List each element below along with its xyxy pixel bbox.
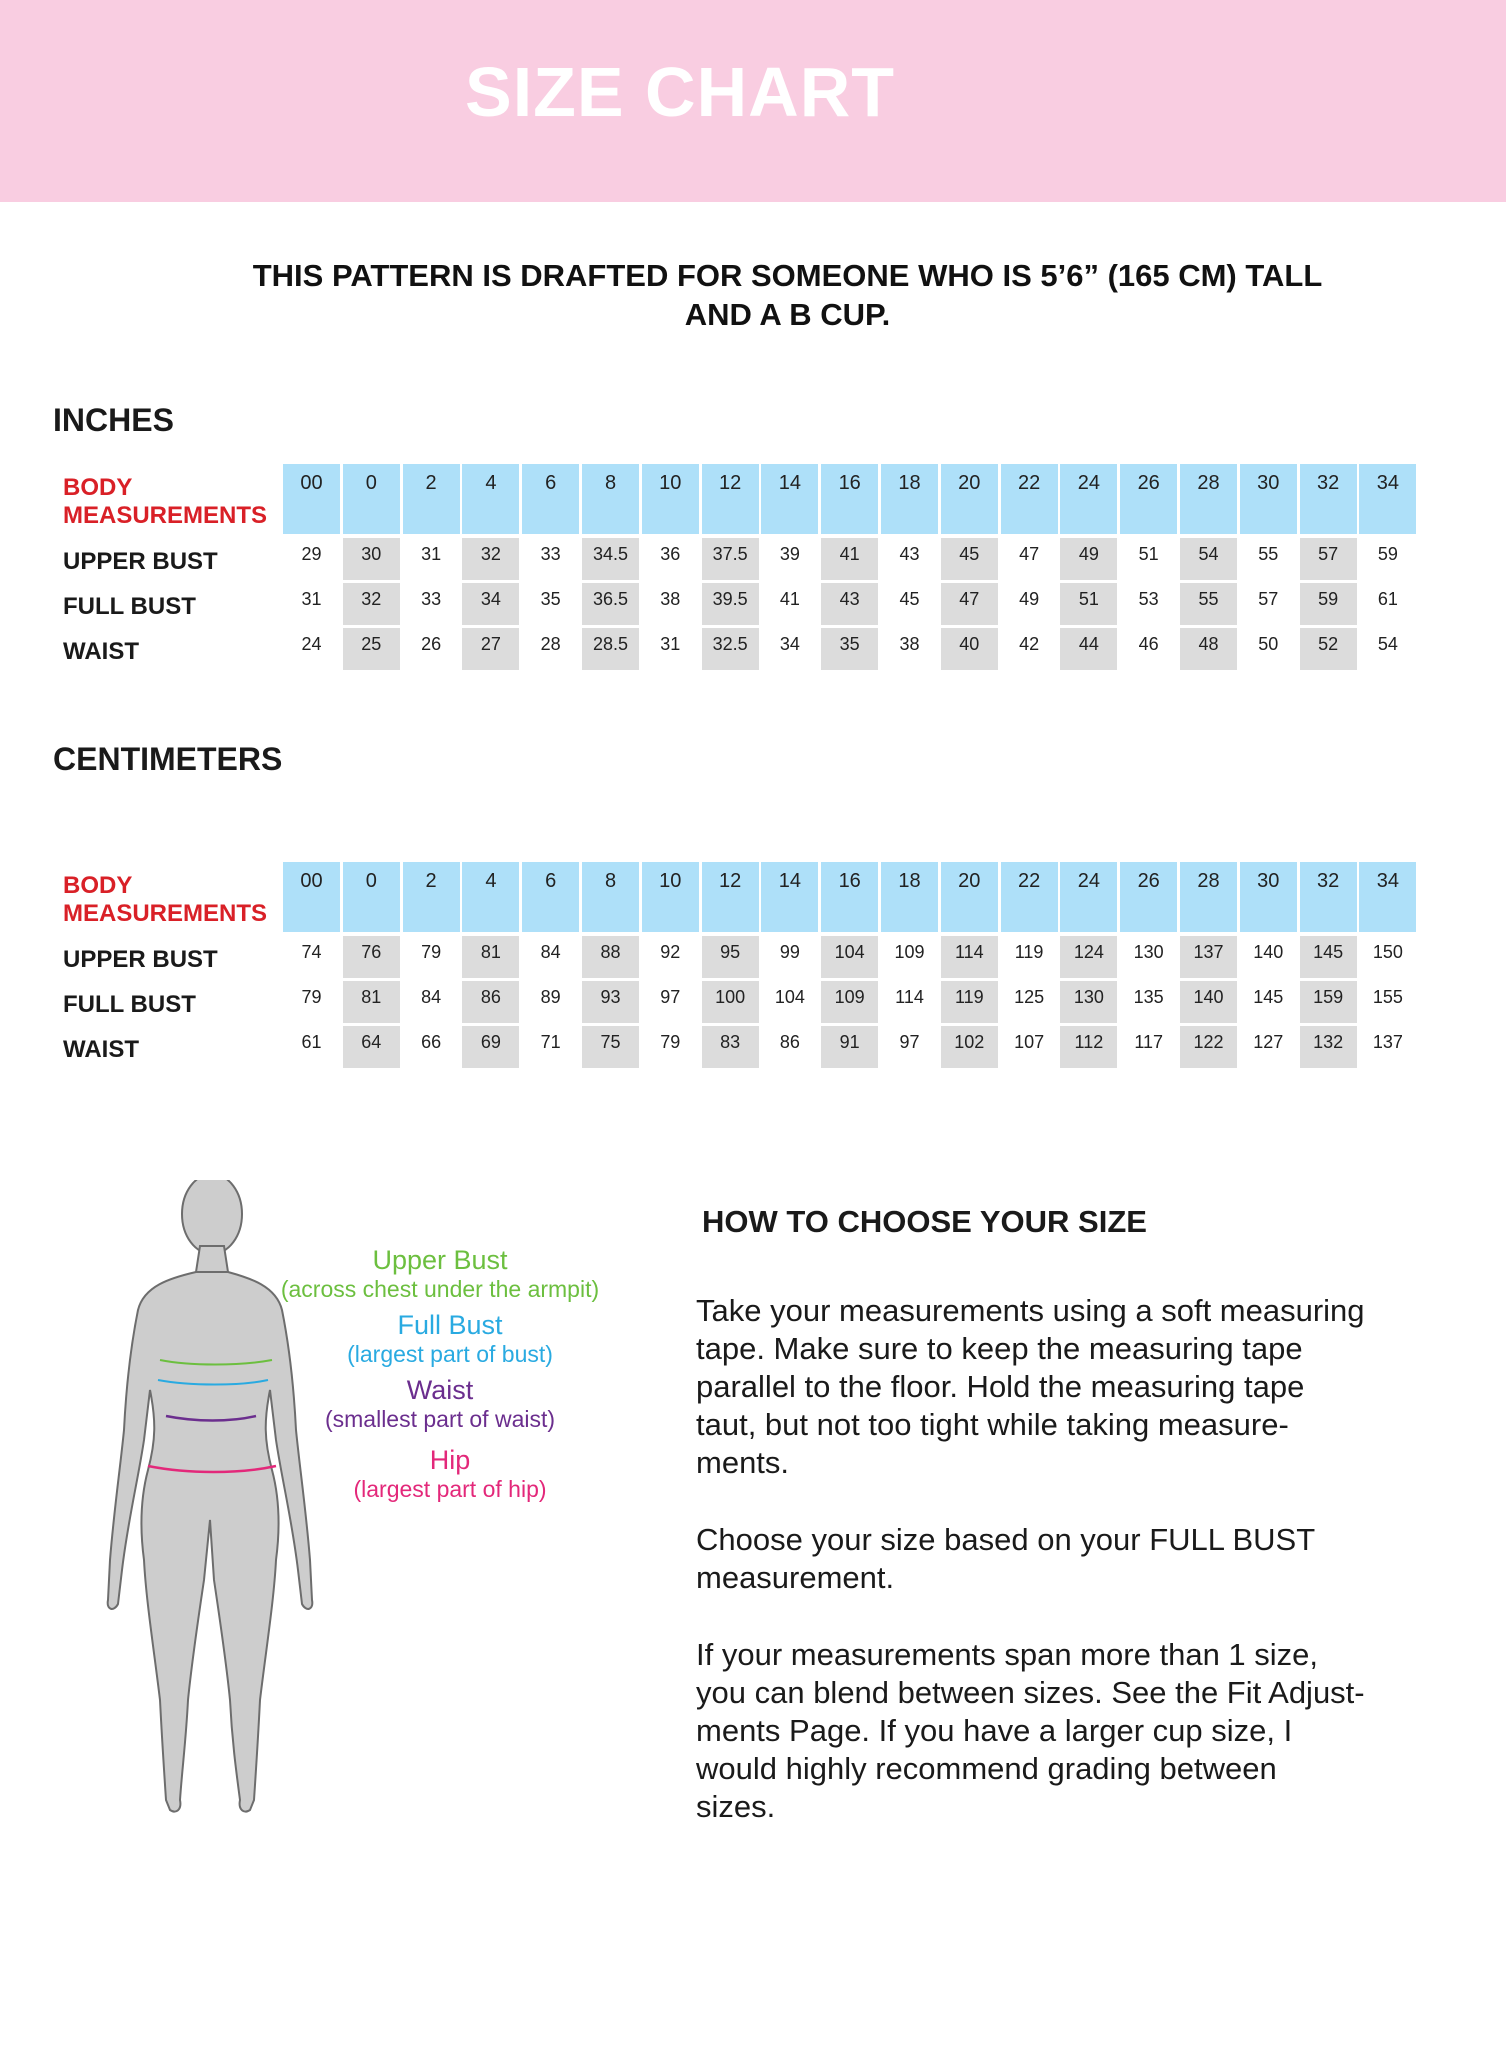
size-header-cell: 24 <box>1060 464 1117 534</box>
size-header-cell: 14 <box>761 464 818 534</box>
table-cell: 34 <box>462 583 519 625</box>
callout-full-bust-name: Full Bust <box>397 1310 503 1340</box>
size-header-cell: 10 <box>642 464 699 534</box>
table-cell: 114 <box>895 987 924 1007</box>
size-header-cell: 32 <box>1300 862 1357 932</box>
callout-full-bust <box>305 1310 595 1368</box>
table-cell: 39 <box>779 544 800 564</box>
table-cell: 48 <box>1180 628 1237 670</box>
size-header-cell: 34 <box>1359 464 1416 534</box>
table-cell: 47 <box>1019 544 1040 564</box>
table-cell: 114 <box>941 936 998 978</box>
table-cell: 59 <box>1300 583 1357 625</box>
table-cell: 30 <box>343 538 400 580</box>
row-label-upper-bust: UPPER BUST <box>63 548 218 575</box>
instructions-paragraph-3: If your measurements span more than 1 size, you can blend between sizes. See the Fit Adjust- ments Page. If you have a larger cup size, I would highly recommend grading between sizes. <box>696 1637 1365 1824</box>
table-cell: 28.5 <box>582 628 639 670</box>
size-header-cell: 28 <box>1180 862 1237 932</box>
table-cell: 38 <box>660 589 681 609</box>
size-header-cell: 20 <box>941 464 998 534</box>
size-header-cell: 30 <box>1240 464 1297 534</box>
size-header-cell: 22 <box>1001 862 1058 932</box>
table-cell: 81 <box>343 981 400 1023</box>
size-header-cell: 2 <box>403 464 460 534</box>
table-cell: 109 <box>821 981 878 1023</box>
table-row <box>53 628 1473 673</box>
table-cell: 91 <box>821 1026 878 1068</box>
table-cell: 79 <box>660 1032 681 1052</box>
table-cell: 66 <box>421 1032 442 1052</box>
body-measurements-label: BODY MEASUREMENTS <box>63 474 268 529</box>
table-cell: 27 <box>462 628 519 670</box>
table-cell: 155 <box>1372 987 1403 1007</box>
callout-waist-name: Waist <box>406 1375 474 1405</box>
table-cell: 137 <box>1180 936 1237 978</box>
size-header-cell: 6 <box>522 862 579 932</box>
table-cell: 137 <box>1372 1032 1403 1052</box>
callout-upper-bust <box>265 1245 615 1303</box>
table-cell: 93 <box>582 981 639 1023</box>
table-cell: 45 <box>941 538 998 580</box>
table-cell: 61 <box>301 1032 322 1052</box>
size-header-cell: 00 <box>283 464 340 534</box>
table-cell: 40 <box>941 628 998 670</box>
size-header-cell: 26 <box>1120 862 1177 932</box>
inches-table <box>53 464 1473 674</box>
size-header-cell: 18 <box>881 862 938 932</box>
size-header-cell: 30 <box>1240 862 1297 932</box>
table-cell: 104 <box>774 987 805 1007</box>
table-cell: 109 <box>894 942 925 962</box>
table-cell: 145 <box>1300 936 1357 978</box>
how-to-choose-heading: HOW TO CHOOSE YOUR SIZE <box>702 1204 1147 1239</box>
table-cell: 81 <box>462 936 519 978</box>
table-cell: 127 <box>1253 1032 1284 1052</box>
table-row <box>53 1026 1473 1071</box>
table-cell: 43 <box>899 544 920 564</box>
table-cell: 79 <box>421 942 442 962</box>
table-cell: 38 <box>899 634 920 654</box>
table-cell: 35 <box>821 628 878 670</box>
size-header-cell: 26 <box>1120 464 1177 534</box>
table-cell: 74 <box>301 942 322 962</box>
table-cell: 49 <box>1060 538 1117 580</box>
table-cell: 32.5 <box>702 628 759 670</box>
table-cell: 33 <box>421 589 442 609</box>
table-cell: 97 <box>660 987 681 1007</box>
callout-hip-name: Hip <box>429 1445 471 1475</box>
table-cell: 97 <box>899 1032 920 1052</box>
size-header-cell: 4 <box>462 464 519 534</box>
table-cell: 119 <box>941 981 998 1023</box>
size-header-cell: 0 <box>343 862 400 932</box>
table-row <box>53 936 1473 981</box>
table-cell: 132 <box>1300 1026 1357 1068</box>
table-cell: 54 <box>1377 634 1398 654</box>
size-header-cell: 34 <box>1359 862 1416 932</box>
table-cell: 36 <box>660 544 681 564</box>
row-label-full-bust: FULL BUST <box>63 593 196 620</box>
size-header-cell: 16 <box>821 464 878 534</box>
table-cell: 26 <box>421 634 442 654</box>
table-cell: 57 <box>1300 538 1357 580</box>
table-cell: 34 <box>779 634 800 654</box>
intro-line-1: THIS PATTERN IS DRAFTED FOR SOMEONE WHO IS 5’6” (165 CM) TALL <box>252 258 1323 293</box>
instructions-paragraph-2: Choose your size based on your FULL BUST measurement. <box>696 1522 1316 1595</box>
table-cell: 43 <box>821 583 878 625</box>
callout-upper-bust-name: Upper Bust <box>372 1245 508 1275</box>
size-header-cell: 0 <box>343 464 400 534</box>
table-cell: 35 <box>540 589 561 609</box>
callout-waist-desc: (smallest part of waist) <box>324 1406 556 1432</box>
table-cell: 25 <box>343 628 400 670</box>
banner <box>0 0 1506 202</box>
table-cell: 112 <box>1060 1026 1117 1068</box>
table-row <box>53 538 1473 583</box>
table-cell: 51 <box>1060 583 1117 625</box>
callout-hip-desc: (largest part of hip) <box>353 1476 547 1502</box>
table-cell: 84 <box>421 987 442 1007</box>
body-figure <box>100 1180 620 1830</box>
intro-text <box>200 256 1375 334</box>
table-cell: 119 <box>1014 942 1044 962</box>
size-header-cell: 24 <box>1060 862 1117 932</box>
callout-hip <box>315 1445 585 1503</box>
table-cell: 86 <box>462 981 519 1023</box>
table-cell: 86 <box>779 1032 800 1052</box>
size-header-cell: 8 <box>582 464 639 534</box>
table-cell: 135 <box>1133 987 1164 1007</box>
callout-upper-bust-desc: (across chest under the armpit) <box>280 1276 600 1302</box>
size-header-cell: 8 <box>582 862 639 932</box>
size-header-cell: 14 <box>761 862 818 932</box>
table-cell: 71 <box>540 1032 561 1052</box>
table-cell: 47 <box>941 583 998 625</box>
table-cell: 79 <box>301 987 322 1007</box>
callout-waist <box>295 1375 585 1433</box>
table-cell: 150 <box>1372 942 1403 962</box>
row-label-full-bust: FULL BUST <box>63 991 196 1018</box>
table-cell: 145 <box>1253 987 1284 1007</box>
table-cell: 122 <box>1180 1026 1237 1068</box>
size-header-cell: 00 <box>283 862 340 932</box>
size-header-cell: 6 <box>522 464 579 534</box>
size-header-cell: 10 <box>642 862 699 932</box>
table-header-row <box>53 862 1473 932</box>
table-cell: 41 <box>821 538 878 580</box>
table-cell: 75 <box>582 1026 639 1068</box>
table-cell: 92 <box>660 942 681 962</box>
table-cell: 45 <box>899 589 920 609</box>
size-header-cell: 12 <box>702 862 759 932</box>
table-cell: 83 <box>702 1026 759 1068</box>
table-cell: 49 <box>1019 589 1040 609</box>
table-cell: 100 <box>702 981 759 1023</box>
table-cell: 124 <box>1060 936 1117 978</box>
instructions-paragraph-1: Take your measurements using a soft measuring tape. Make sure to keep the measuring tape parallel to the floor. Hold the measuring tape taut, but not too tight while taking measure- ments. <box>696 1293 1365 1480</box>
table-row <box>53 981 1473 1026</box>
body-measurements-label: BODY MEASUREMENTS <box>63 872 268 927</box>
table-cell: 130 <box>1060 981 1117 1023</box>
inches-heading: INCHES <box>53 402 174 438</box>
size-header-cell: 2 <box>403 862 460 932</box>
table-cell: 50 <box>1258 634 1279 654</box>
centimeters-heading: CENTIMETERS <box>53 741 283 777</box>
table-cell: 52 <box>1300 628 1357 670</box>
table-cell: 31 <box>660 634 681 654</box>
table-cell: 53 <box>1138 589 1159 609</box>
table-cell: 64 <box>343 1026 400 1068</box>
table-cell: 69 <box>462 1026 519 1068</box>
table-cell: 88 <box>582 936 639 978</box>
table-cell: 61 <box>1377 589 1398 609</box>
centimeters-table <box>53 862 1473 1072</box>
intro-line-2: AND A B CUP. <box>684 297 891 332</box>
table-cell: 159 <box>1300 981 1357 1023</box>
table-cell: 125 <box>1014 987 1045 1007</box>
table-cell: 130 <box>1133 942 1164 962</box>
size-header-cell: 18 <box>881 464 938 534</box>
table-cell: 84 <box>540 942 561 962</box>
table-cell: 99 <box>779 942 800 962</box>
table-cell: 39.5 <box>702 583 759 625</box>
table-cell: 89 <box>540 987 561 1007</box>
table-cell: 33 <box>540 544 561 564</box>
table-cell: 95 <box>702 936 759 978</box>
table-cell: 42 <box>1019 634 1040 654</box>
size-header-cell: 20 <box>941 862 998 932</box>
table-cell: 51 <box>1138 544 1159 564</box>
table-cell: 44 <box>1060 628 1117 670</box>
table-cell: 55 <box>1258 544 1279 564</box>
page-title: SIZE CHART <box>465 53 895 131</box>
table-cell: 32 <box>343 583 400 625</box>
table-cell: 107 <box>1014 1032 1045 1052</box>
row-label-waist: WAIST <box>63 1036 139 1063</box>
size-header-cell: 22 <box>1001 464 1058 534</box>
table-row <box>53 583 1473 628</box>
table-cell: 37.5 <box>702 538 759 580</box>
table-cell: 55 <box>1180 583 1237 625</box>
table-cell: 29 <box>301 544 322 564</box>
table-cell: 31 <box>301 589 322 609</box>
size-header-cell: 16 <box>821 862 878 932</box>
row-label-upper-bust: UPPER BUST <box>63 946 218 973</box>
table-cell: 34.5 <box>582 538 639 580</box>
callout-full-bust-desc: (largest part of bust) <box>347 1341 553 1367</box>
table-cell: 102 <box>941 1026 998 1068</box>
table-cell: 57 <box>1258 589 1279 609</box>
table-cell: 117 <box>1134 1032 1164 1052</box>
table-cell: 28 <box>540 634 561 654</box>
table-header-row <box>53 464 1473 534</box>
table-cell: 46 <box>1138 634 1159 654</box>
size-header-cell: 28 <box>1180 464 1237 534</box>
table-cell: 36.5 <box>582 583 639 625</box>
size-header-cell: 4 <box>462 862 519 932</box>
table-cell: 140 <box>1253 942 1284 962</box>
size-header-cell: 32 <box>1300 464 1357 534</box>
table-cell: 41 <box>779 589 800 609</box>
table-cell: 31 <box>421 544 442 564</box>
table-cell: 54 <box>1180 538 1237 580</box>
table-cell: 104 <box>821 936 878 978</box>
table-cell: 76 <box>343 936 400 978</box>
row-label-waist: WAIST <box>63 638 139 665</box>
table-cell: 32 <box>462 538 519 580</box>
table-cell: 59 <box>1377 544 1398 564</box>
table-cell: 140 <box>1180 981 1237 1023</box>
table-cell: 24 <box>301 634 322 654</box>
size-header-cell: 12 <box>702 464 759 534</box>
